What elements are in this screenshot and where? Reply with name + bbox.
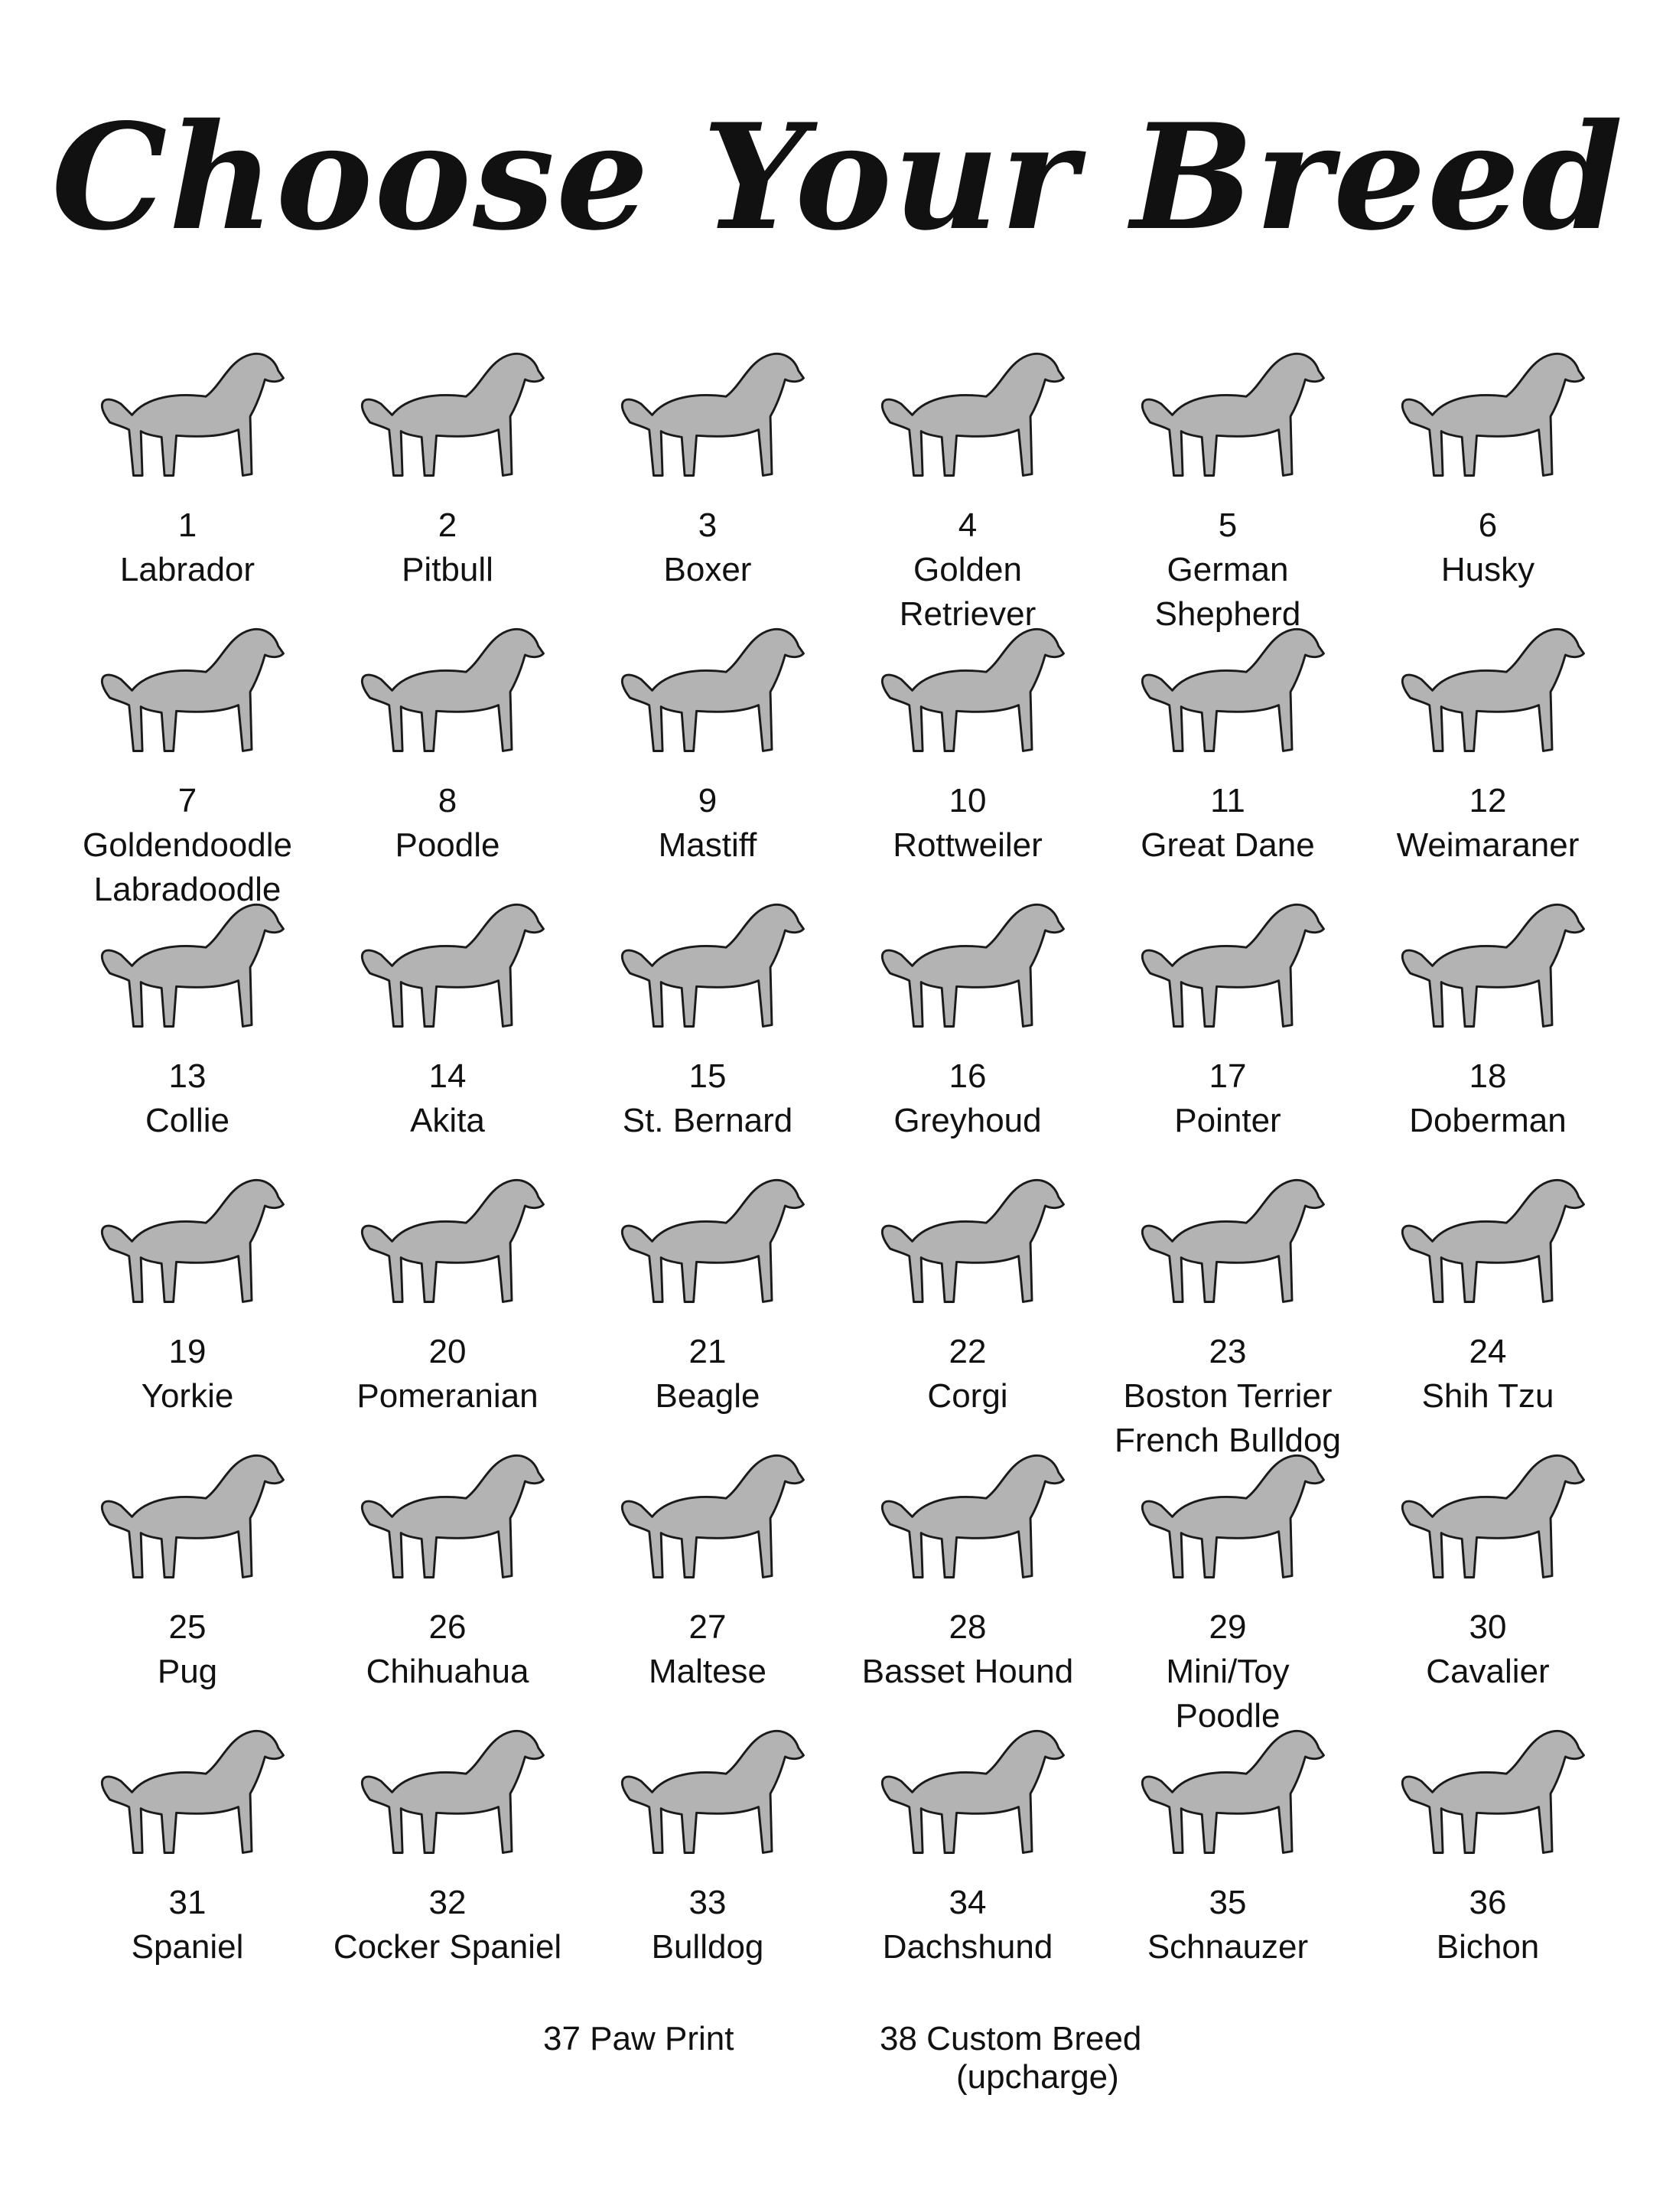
breed-name: Dachshund <box>882 1928 1053 1966</box>
breed-item <box>1102 329 1354 633</box>
mini-poodle-icon <box>1121 1431 1335 1595</box>
yorkie-icon <box>80 1155 295 1320</box>
breed-name: Bulldog <box>651 1928 764 1966</box>
breed-name: Maltese <box>648 1653 767 1690</box>
breed-name: German Shepherd <box>1154 551 1301 633</box>
akita-icon <box>340 880 555 1044</box>
collie-icon <box>80 880 295 1044</box>
breed-name: Cocker Spaniel <box>333 1928 562 1966</box>
breed-number: 33 <box>688 1884 727 1921</box>
breed-item <box>61 1155 314 1431</box>
basset-hound-icon <box>861 1431 1075 1595</box>
breed-number: 21 <box>688 1333 727 1370</box>
breed-name: Schnauzer <box>1147 1928 1309 1966</box>
breed-number: 18 <box>1469 1057 1507 1095</box>
spaniel-icon <box>80 1706 295 1871</box>
weimaraner-icon <box>1381 604 1595 769</box>
shih-tzu-icon <box>1381 1155 1595 1320</box>
breed-item <box>1362 1155 1614 1431</box>
husky-icon <box>1381 329 1595 494</box>
breed-item <box>581 1431 834 1706</box>
breed-name: Rottweiler <box>893 826 1043 864</box>
breed-number: 25 <box>168 1608 207 1646</box>
breed-name: Great Dane <box>1141 826 1315 864</box>
page-title: Choose Your Breed <box>51 92 1625 262</box>
breed-item <box>1102 1431 1354 1735</box>
breed-name: Yorkie <box>141 1377 234 1415</box>
breed-item <box>321 1706 574 1982</box>
breed-item <box>1102 604 1354 880</box>
breed-item <box>1362 1431 1614 1706</box>
breed-name: Mastiff <box>658 826 757 864</box>
paw-print-label: 37 Paw Print <box>543 2020 734 2057</box>
breed-number: 15 <box>688 1057 727 1095</box>
breed-number: 12 <box>1469 782 1507 819</box>
breed-item <box>1102 1155 1354 1459</box>
breed-name: Spaniel <box>131 1928 244 1966</box>
doberman-icon <box>1381 880 1595 1044</box>
cavalier-icon <box>1381 1431 1595 1595</box>
breed-item <box>581 329 834 604</box>
cocker-spaniel-icon <box>340 1706 555 1871</box>
breed-name: Boston Terrier French Bulldog <box>1115 1377 1341 1459</box>
breed-number: 34 <box>949 1884 987 1921</box>
breed-number: 11 <box>1210 782 1245 819</box>
custom-breed-note: (upcharge) <box>956 2058 1119 2096</box>
breed-item <box>321 880 574 1155</box>
breed-name: Shih Tzu <box>1421 1377 1554 1415</box>
breed-number: 22 <box>949 1333 987 1370</box>
mastiff-icon <box>600 604 815 769</box>
pomeranian-icon <box>340 1155 555 1320</box>
breed-name: Husky <box>1440 551 1535 588</box>
breed-item <box>1102 880 1354 1155</box>
breed-item <box>1362 1706 1614 1982</box>
labrador-icon <box>80 329 295 494</box>
breed-number: 30 <box>1469 1608 1507 1646</box>
paw-print-option <box>543 2020 734 2058</box>
breed-item <box>1362 329 1614 604</box>
breed-name: Beagle <box>655 1377 760 1415</box>
breed-item <box>61 329 314 604</box>
breed-name: Akita <box>410 1102 485 1139</box>
breed-number: 35 <box>1209 1884 1247 1921</box>
breed-number: 28 <box>949 1608 987 1646</box>
breed-name: Mini/Toy Poodle <box>1166 1653 1290 1735</box>
breed-number: 20 <box>428 1333 467 1370</box>
breed-grid <box>61 329 1622 2012</box>
breed-name: Collie <box>145 1102 230 1139</box>
breed-name: Doberman <box>1409 1102 1567 1139</box>
breed-name: Golden Retriever <box>899 551 1037 633</box>
pug-icon <box>80 1431 295 1595</box>
breed-item <box>581 604 834 880</box>
breed-name: Weimaraner <box>1396 826 1580 864</box>
breed-name: Boxer <box>663 551 752 588</box>
breed-number: 23 <box>1209 1333 1247 1370</box>
breed-number: 17 <box>1209 1057 1247 1095</box>
boston-terrier-icon <box>1121 1155 1335 1320</box>
breed-item <box>321 1431 574 1706</box>
breed-name: Pitbull <box>402 551 493 588</box>
breed-item <box>61 604 314 908</box>
st-bernard-icon <box>600 880 815 1044</box>
breed-name: Bichon <box>1436 1928 1540 1966</box>
golden-retriever-icon <box>861 329 1075 494</box>
breed-item <box>321 604 574 880</box>
custom-breed-option <box>880 2020 1141 2096</box>
breed-item <box>581 1706 834 1982</box>
breed-number: 13 <box>168 1057 207 1095</box>
breed-number: 2 <box>438 507 457 544</box>
breed-name: Cavalier <box>1426 1653 1550 1690</box>
maltese-icon <box>600 1431 815 1595</box>
breed-number: 3 <box>698 507 718 544</box>
schnauzer-icon <box>1121 1706 1335 1871</box>
breed-number: 27 <box>688 1608 727 1646</box>
breed-name: Corgi <box>927 1377 1008 1415</box>
breed-number: 7 <box>177 782 197 819</box>
bichon-icon <box>1381 1706 1595 1871</box>
breed-number: 14 <box>428 1057 467 1095</box>
chihuahua-icon <box>340 1431 555 1595</box>
greyhound-icon <box>861 880 1075 1044</box>
breed-number: 5 <box>1218 507 1238 544</box>
breed-number: 36 <box>1469 1884 1507 1921</box>
breed-item <box>841 1431 1094 1706</box>
breed-item <box>1102 1706 1354 1982</box>
breed-item <box>321 1155 574 1431</box>
breed-number: 9 <box>698 782 718 819</box>
breed-number: 4 <box>958 507 978 544</box>
great-dane-icon <box>1121 604 1335 769</box>
breed-name: Greyhoud <box>893 1102 1042 1139</box>
breed-number: 29 <box>1209 1608 1247 1646</box>
pitbull-icon <box>340 329 555 494</box>
breed-name: Pointer <box>1174 1102 1281 1139</box>
breed-number: 24 <box>1469 1333 1507 1370</box>
breed-number: 1 <box>177 507 197 544</box>
dachshund-icon <box>861 1706 1075 1871</box>
breed-name: Pomeranian <box>356 1377 539 1415</box>
pointer-icon <box>1121 880 1335 1044</box>
breed-name: Labrador <box>119 551 255 588</box>
breed-item <box>1362 604 1614 880</box>
breed-item <box>841 604 1094 880</box>
breed-item <box>841 880 1094 1155</box>
breed-item <box>841 1155 1094 1431</box>
breed-name: Poodle <box>395 826 500 864</box>
bulldog-icon <box>600 1706 815 1871</box>
breed-item <box>841 1706 1094 1982</box>
boxer-icon <box>600 329 815 494</box>
breed-number: 32 <box>428 1884 467 1921</box>
breed-number: 31 <box>168 1884 207 1921</box>
breed-item <box>321 329 574 604</box>
breed-number: 26 <box>428 1608 467 1646</box>
breed-number: 19 <box>168 1333 207 1370</box>
breed-name: Pug <box>157 1653 218 1690</box>
breed-name: St. Bernard <box>622 1102 793 1139</box>
breed-number: 8 <box>438 782 457 819</box>
breed-number: 10 <box>949 782 987 819</box>
breed-item <box>61 880 314 1155</box>
rottweiler-icon <box>861 604 1075 769</box>
breed-item <box>581 880 834 1155</box>
goldendoodle-icon <box>80 604 295 769</box>
poodle-icon <box>340 604 555 769</box>
breed-number: 6 <box>1478 507 1498 544</box>
breed-number: 16 <box>949 1057 987 1095</box>
corgi-icon <box>861 1155 1075 1320</box>
breed-item <box>61 1431 314 1706</box>
breed-item <box>61 1706 314 1982</box>
breed-name: Goldendoodle Labradoodle <box>82 826 292 908</box>
beagle-icon <box>600 1155 815 1320</box>
german-shepherd-icon <box>1121 329 1335 494</box>
breed-item <box>581 1155 834 1431</box>
breed-item <box>1362 880 1614 1155</box>
breed-item <box>841 329 1094 633</box>
breed-name: Chihuahua <box>366 1653 529 1690</box>
custom-breed-label: 38 Custom Breed <box>880 2020 1142 2057</box>
breed-name: Basset Hound <box>861 1653 1074 1690</box>
